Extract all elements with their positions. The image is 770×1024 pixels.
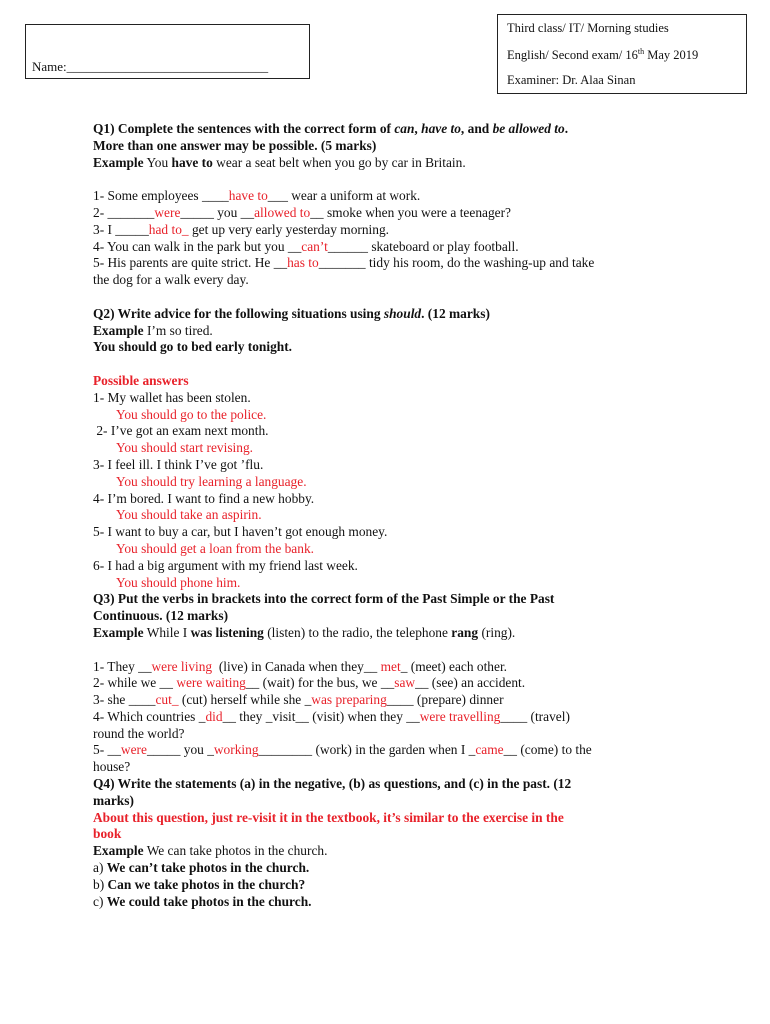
q2-example-answer: You should go to bed early tonight. (93, 339, 293, 355)
q3-example: Example While I was listening (listen) to the radio, the telephone rang (ring). (93, 624, 516, 640)
q1-item-5-line2: the dog for a walk every day. (93, 272, 249, 288)
q4-note-line2: book (93, 826, 122, 842)
exam-date: May 2019 (644, 48, 699, 63)
q4-title: Q4) Write the statements (a) in the negative, (b) as questions, and (c) in the past. (12 (93, 776, 572, 792)
q2-answer-1: You should go to the police. (116, 406, 267, 422)
q2-answer-6: You should phone him. (116, 574, 241, 590)
q4-note: About this question, just re-visit it in the textbook, it’s similar to the exercise in the (93, 809, 564, 825)
q2-answer-5: You should get a loan from the bank. (116, 540, 314, 556)
q2-item-1: 1- My wallet has been stolen. (93, 389, 251, 405)
q2-item-5: 5- I want to buy a car, but I haven’t got enough money. (93, 524, 388, 540)
q3-item-5-line2: house? (93, 759, 131, 775)
q2-item-2: 2- I’ve got an exam next month. (93, 423, 269, 439)
exam-date-suffix: th (637, 47, 645, 56)
q1-title-line2: More than one answer may be possible. (5 marks) (93, 137, 377, 153)
exam-info-box (497, 14, 747, 94)
q3-item-3: 3- she ____cut_ (cut) herself while she _was preparing____ (prepare) dinner (93, 692, 504, 708)
q3-item-5: 5- __were_____ you _working________ (work) in the garden when I _came__ (come) to the (93, 742, 592, 758)
q4-answer-b: b) Can we take photos in the church? (93, 876, 306, 892)
q2-title: Q2) Write advice for the following situations using should. (12 marks) (93, 305, 490, 321)
q1-item-2: 2- _______were_____ you __allowed to__ smoke when you were a teenager? (93, 204, 511, 220)
q1-item-3: 3- I _____had to_ get up very early yesterday morning. (93, 221, 390, 237)
name-field-box (25, 24, 310, 79)
q2-answer-4: You should take an aspirin. (116, 507, 262, 523)
name-label: Name:_______________________________ (32, 59, 269, 74)
exam-prefix: English/ Second exam/ 16 (507, 48, 638, 63)
q4-answer-a: a) We can’t take photos in the church. (93, 860, 310, 876)
q2-item-3: 3- I feel ill. I think I’ve got ’flu. (93, 456, 264, 472)
q4-answer-c: c) We could take photos in the church. (93, 893, 312, 909)
q2-answer-3: You should try learning a language. (116, 473, 307, 489)
q1-item-1: 1- Some employees ____have to___ wear a uniform at work. (93, 188, 421, 204)
q3-item-2: 2- while we __ were waiting__ (wait) for the bus, we __saw__ (see) an accident. (93, 675, 526, 691)
q1-title: Q1) Complete the sentences with the correct form of can, have to, and be allowed to. (93, 121, 569, 136)
exam-content (93, 121, 693, 910)
q2-item-4: 4- I’m bored. I want to find a new hobby. (93, 490, 315, 506)
q3-title: Q3) Put the verbs in brackets into the correct form of the Past Simple or the Past (93, 591, 555, 607)
exam-line (507, 47, 698, 63)
q3-item-4-line2: round the world? (93, 725, 185, 741)
q4-example: Example We can take photos in the church. (93, 843, 328, 859)
q2-item-6: 6- I had a big argument with my friend last week. (93, 557, 358, 573)
q4-title-line2: marks) (93, 792, 134, 808)
q3-item-4: 4- Which countries _did__ they _visit__ (visit) when they __were travelling____ (travel) (93, 708, 570, 724)
q2-answer-2: You should start revising. (116, 440, 254, 456)
q3-item-1: 1- They __were living (live) in Canada when they__ met_ (meet) each other. (93, 658, 508, 674)
q1-item-4: 4- You can walk in the park but you __can’t______ skateboard or play football. (93, 238, 519, 254)
class-line: Third class/ IT/ Morning studies (507, 21, 669, 35)
q2-example: Example I’m so tired. (93, 322, 213, 338)
q3-title-line2: Continuous. (12 marks) (93, 608, 229, 624)
examiner-line: Examiner: Dr. Alaa Sinan (507, 73, 636, 87)
q1-example: Example You have to wear a seat belt when you go by car in Britain. (93, 154, 466, 170)
q1-item-5: 5- His parents are quite strict. He __has to_______ tidy his room, do the washing-up and take (93, 255, 595, 271)
q2-possible-answers-heading: Possible answers (93, 372, 189, 388)
